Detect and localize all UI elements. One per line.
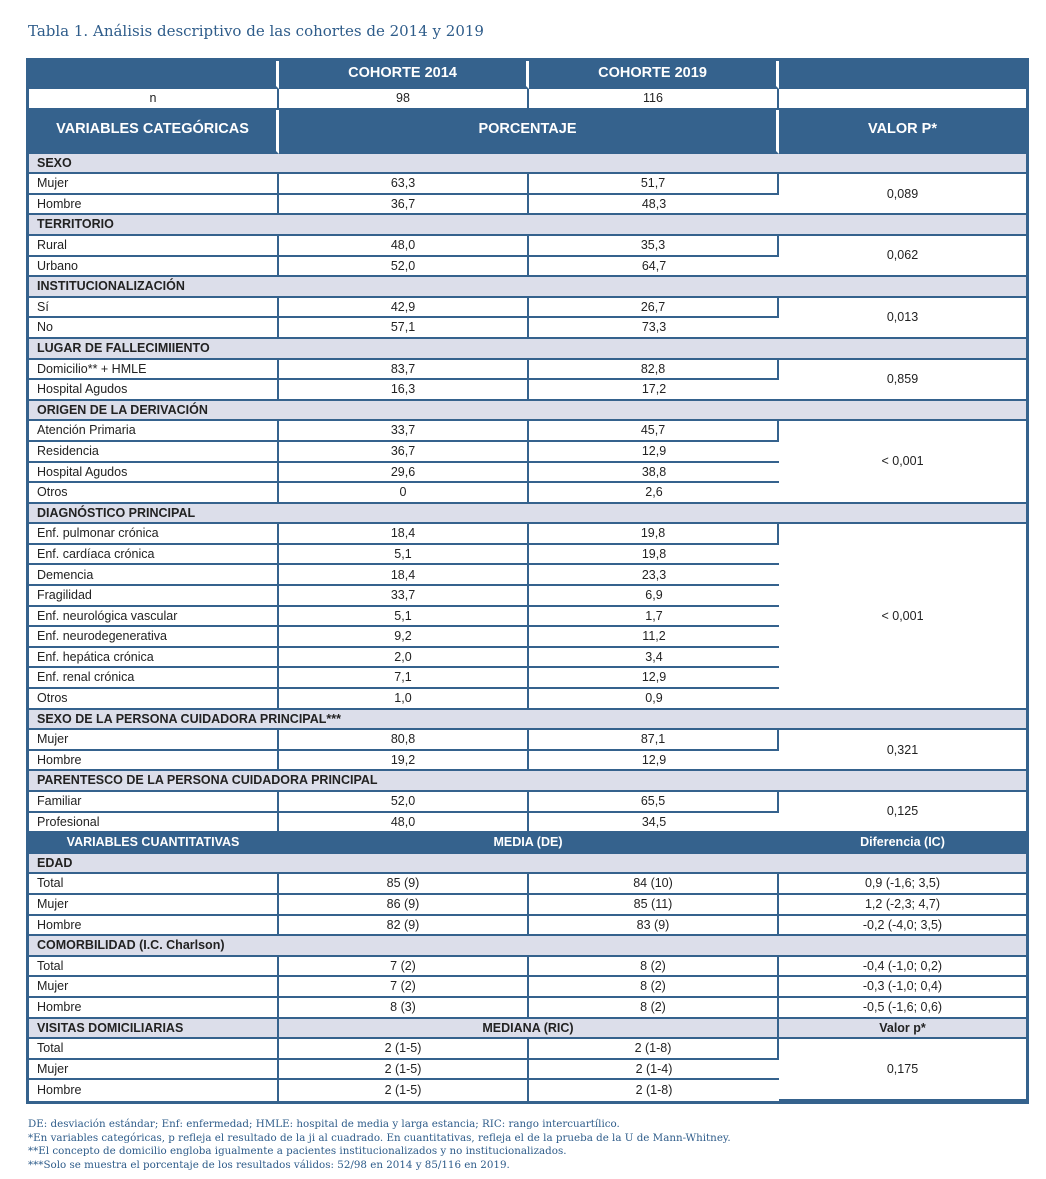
row-label: Total [29,957,279,978]
table-row [29,977,1026,998]
value-2019: 83 (9) [529,916,779,937]
section-header-row [29,936,1026,957]
row-label: Mujer [29,730,279,751]
caption-title: Análisis descriptivo de las cohortes de 2014 y 2019 [88,22,484,40]
value-2014: 36,7 [279,195,529,216]
value-2014: 63,3 [279,174,529,195]
value-2019: 82,8 [529,360,779,381]
n-2019: 116 [529,89,779,110]
row-label: Total [29,874,279,895]
value-2014: 82 (9) [279,916,529,937]
section-header-row [29,854,1026,875]
p-value: 0,175 [779,1039,1026,1101]
value-2014: 57,1 [279,318,529,339]
note-line: **El concepto de domicilio engloba igualmente a pacientes institucionalizados y no institucionalizados. [28,1145,567,1157]
value-2014: 36,7 [279,442,529,463]
value-2014: 2 (1-5) [279,1080,529,1101]
table-row [29,236,1026,257]
value-2014: 5,1 [279,545,529,566]
row-label: Otros [29,689,279,710]
section-title: PARENTESCO DE LA PERSONA CUIDADORA PRINCIPAL [29,771,1026,792]
percentage-label: PORCENTAJE [279,110,779,154]
row-label: Enf. neurodegenerativa [29,627,279,648]
section-header-row [29,771,1026,792]
p-value: 0,062 [779,236,1026,277]
section-header-row [29,710,1026,731]
n-2014: 98 [279,89,529,110]
n-label: n [29,89,279,110]
categorical-header-row [29,110,1026,154]
section-header-row [29,154,1026,175]
caption-label: Tabla 1. [28,22,89,40]
cohort-header-row [29,61,1026,89]
value-2014: 18,4 [279,524,529,545]
value-2014: 33,7 [279,421,529,442]
value-2019: 84 (10) [529,874,779,895]
p-value: < 0,001 [779,524,1026,709]
row-label: Hombre [29,916,279,937]
value-2014: 52,0 [279,257,529,278]
value-2019: 26,7 [529,298,779,319]
diff-label: Diferencia (IC) [779,833,1026,854]
value-2019: 19,8 [529,545,779,566]
value-2014: 85 (9) [279,874,529,895]
value-2014: 16,3 [279,380,529,401]
table-row [29,174,1026,195]
n-blank [779,89,1026,110]
row-label: Mujer [29,977,279,998]
value-2019: 8 (2) [529,998,779,1019]
row-label: Enf. neurológica vascular [29,607,279,628]
value-2014: 0 [279,483,529,504]
p-value: 0,321 [779,730,1026,771]
header-cohort-2014: COHORTE 2014 [279,61,529,89]
row-label: Enf. renal crónica [29,668,279,689]
row-label: Atención Primaria [29,421,279,442]
table-row [29,524,1026,545]
value-2014: 29,6 [279,463,529,484]
value-2014: 9,2 [279,627,529,648]
p-value: < 0,001 [779,421,1026,503]
section-title: ORIGEN DE LA DERIVACIÓN [29,401,1026,422]
value-2014: 1,0 [279,689,529,710]
section-header-row [29,504,1026,525]
p-value-label: Valor p* [779,1019,1026,1040]
table-row [29,730,1026,751]
quantitative-header-row [29,833,1026,854]
value-2019: 48,3 [529,195,779,216]
categorical-label: VARIABLES CATEGÓRICAS [29,110,279,154]
section-header-row [29,339,1026,360]
value-2014: 5,1 [279,607,529,628]
value-2014: 52,0 [279,792,529,813]
difference-ci: -0,4 (-1,0; 0,2) [779,957,1026,978]
row-label: Enf. cardíaca crónica [29,545,279,566]
value-2019: 51,7 [529,174,779,195]
value-2014: 7 (2) [279,957,529,978]
section-title: SEXO [29,154,1026,175]
value-2019: 87,1 [529,730,779,751]
value-2019: 1,7 [529,607,779,628]
value-2014: 48,0 [279,813,529,834]
difference-ci: -0,2 (-4,0; 3,5) [779,916,1026,937]
header-cohort-2019: COHORTE 2019 [529,61,779,89]
value-2014: 8 (3) [279,998,529,1019]
value-2019: 19,8 [529,524,779,545]
header-blank-cell [29,61,279,89]
row-label: Mujer [29,1060,279,1081]
row-label: Hombre [29,1080,279,1101]
row-label: Familiar [29,792,279,813]
value-2014: 2 (1-5) [279,1060,529,1081]
value-2014: 80,8 [279,730,529,751]
value-2019: 12,9 [529,668,779,689]
row-label: Residencia [29,442,279,463]
value-2019: 64,7 [529,257,779,278]
table-row [29,874,1026,895]
value-2014: 2 (1-5) [279,1039,529,1060]
value-2014: 19,2 [279,751,529,772]
value-2019: 2 (1-4) [529,1060,779,1081]
p-value: 0,013 [779,298,1026,339]
header-blank-cell-right [779,61,1026,89]
value-2019: 85 (11) [529,895,779,916]
difference-ci: -0,5 (-1,6; 0,6) [779,998,1026,1019]
note-line: DE: desviación estándar; Enf: enfermedad; HMLE: hospital de media y larga estancia; RIC: rango intercuartílico. [28,1118,620,1130]
value-2019: 8 (2) [529,977,779,998]
row-label: Hombre [29,195,279,216]
value-2019: 73,3 [529,318,779,339]
row-label: Fragilidad [29,586,279,607]
section-title: INSTITUCIONALIZACIÓN [29,277,1026,298]
table-row [29,360,1026,381]
p-value: 0,089 [779,174,1026,215]
median-label: MEDIANA (RIC) [279,1019,779,1040]
value-2019: 23,3 [529,565,779,586]
value-2019: 8 (2) [529,957,779,978]
value-2019: 35,3 [529,236,779,257]
value-2019: 0,9 [529,689,779,710]
table-notes [28,1118,731,1172]
value-2019: 12,9 [529,442,779,463]
row-label: Demencia [29,565,279,586]
value-2019: 2 (1-8) [635,1083,673,1098]
value-2019: 6,9 [529,586,779,607]
row-label: Hombre [29,998,279,1019]
value-2019: 45,7 [529,421,779,442]
quant-label: VARIABLES CUANTITATIVAS [29,833,279,854]
table-row [29,957,1026,978]
n-row [29,89,1026,110]
table-row [29,998,1026,1019]
row-label: Enf. pulmonar crónica [29,524,279,545]
value-2014: 48,0 [279,236,529,257]
value-2014: 86 (9) [279,895,529,916]
value-2019: 34,5 [529,813,779,834]
table-row [29,895,1026,916]
value-2019: 3,4 [529,648,779,669]
row-label: Hombre [29,751,279,772]
value-2019: 12,9 [529,751,779,772]
row-label: Domicilio** + HMLE [29,360,279,381]
section-title: TERRITORIO [29,215,1026,236]
table-row [29,421,1026,442]
row-label: Total [29,1039,279,1060]
difference-ci: -0,3 (-1,0; 0,4) [779,977,1026,998]
section-title: VISITAS DOMICILIARIAS [29,1019,279,1040]
row-label: Rural [29,236,279,257]
value-2019: 2 (1-8) [529,1039,779,1060]
row-label: Mujer [29,174,279,195]
difference-ci: 0,9 (-1,6; 3,5) [779,874,1026,895]
value-2014: 83,7 [279,360,529,381]
value-2019: 2,6 [529,483,779,504]
value-2014: 7 (2) [279,977,529,998]
mean-label: MEDIA (DE) [279,833,779,854]
row-label: Otros [29,483,279,504]
p-value: 0,125 [779,792,1026,833]
value-2019: 17,2 [529,380,779,401]
row-label: Hospital Agudos [29,380,279,401]
section-header-row [29,1019,1026,1040]
table-row [29,792,1026,813]
section-header-row [29,215,1026,236]
section-title: COMORBILIDAD (I.C. Charlson) [29,936,1026,957]
table-caption [28,22,484,40]
row-label: Enf. hepática crónica [29,648,279,669]
section-header-row [29,401,1026,422]
p-value-label: VALOR P* [779,110,1026,154]
value-2019: 11,2 [529,627,779,648]
value-2014: 18,4 [279,565,529,586]
section-title: EDAD [29,854,1026,875]
value-2014: 2,0 [279,648,529,669]
value-2014: 33,7 [279,586,529,607]
p-value: 0,859 [779,360,1026,401]
section-title: LUGAR DE FALLECIMIIENTO [29,339,1026,360]
section-title: DIAGNÓSTICO PRINCIPAL [29,504,1026,525]
value-2019: 65,5 [529,792,779,813]
row-label: Hospital Agudos [29,463,279,484]
value-2014: 42,9 [279,298,529,319]
section-header-row [29,277,1026,298]
difference-ci: 1,2 (-2,3; 4,7) [779,895,1026,916]
value-2014: 7,1 [279,668,529,689]
section-title: SEXO DE LA PERSONA CUIDADORA PRINCIPAL*** [29,710,1026,731]
descriptive-table [26,58,1029,1104]
table-row [29,1039,1026,1060]
row-label: Urbano [29,257,279,278]
note-line: ***Solo se muestra el porcentaje de los resultados válidos: 52/98 en 2014 y 85/116 en 2019. [28,1158,510,1171]
table-row [29,298,1026,319]
row-label: Mujer [29,895,279,916]
table-row [29,916,1026,937]
value-2019: 38,8 [529,463,779,484]
row-label: Profesional [29,813,279,834]
row-label: No [29,318,279,339]
row-label: Sí [29,298,279,319]
note-line: *En variables categóricas, p refleja el resultado de la ji al cuadrado. En cuantitativas, refleja el de la prueba de la U de Mann-Whitney. [28,1131,731,1144]
